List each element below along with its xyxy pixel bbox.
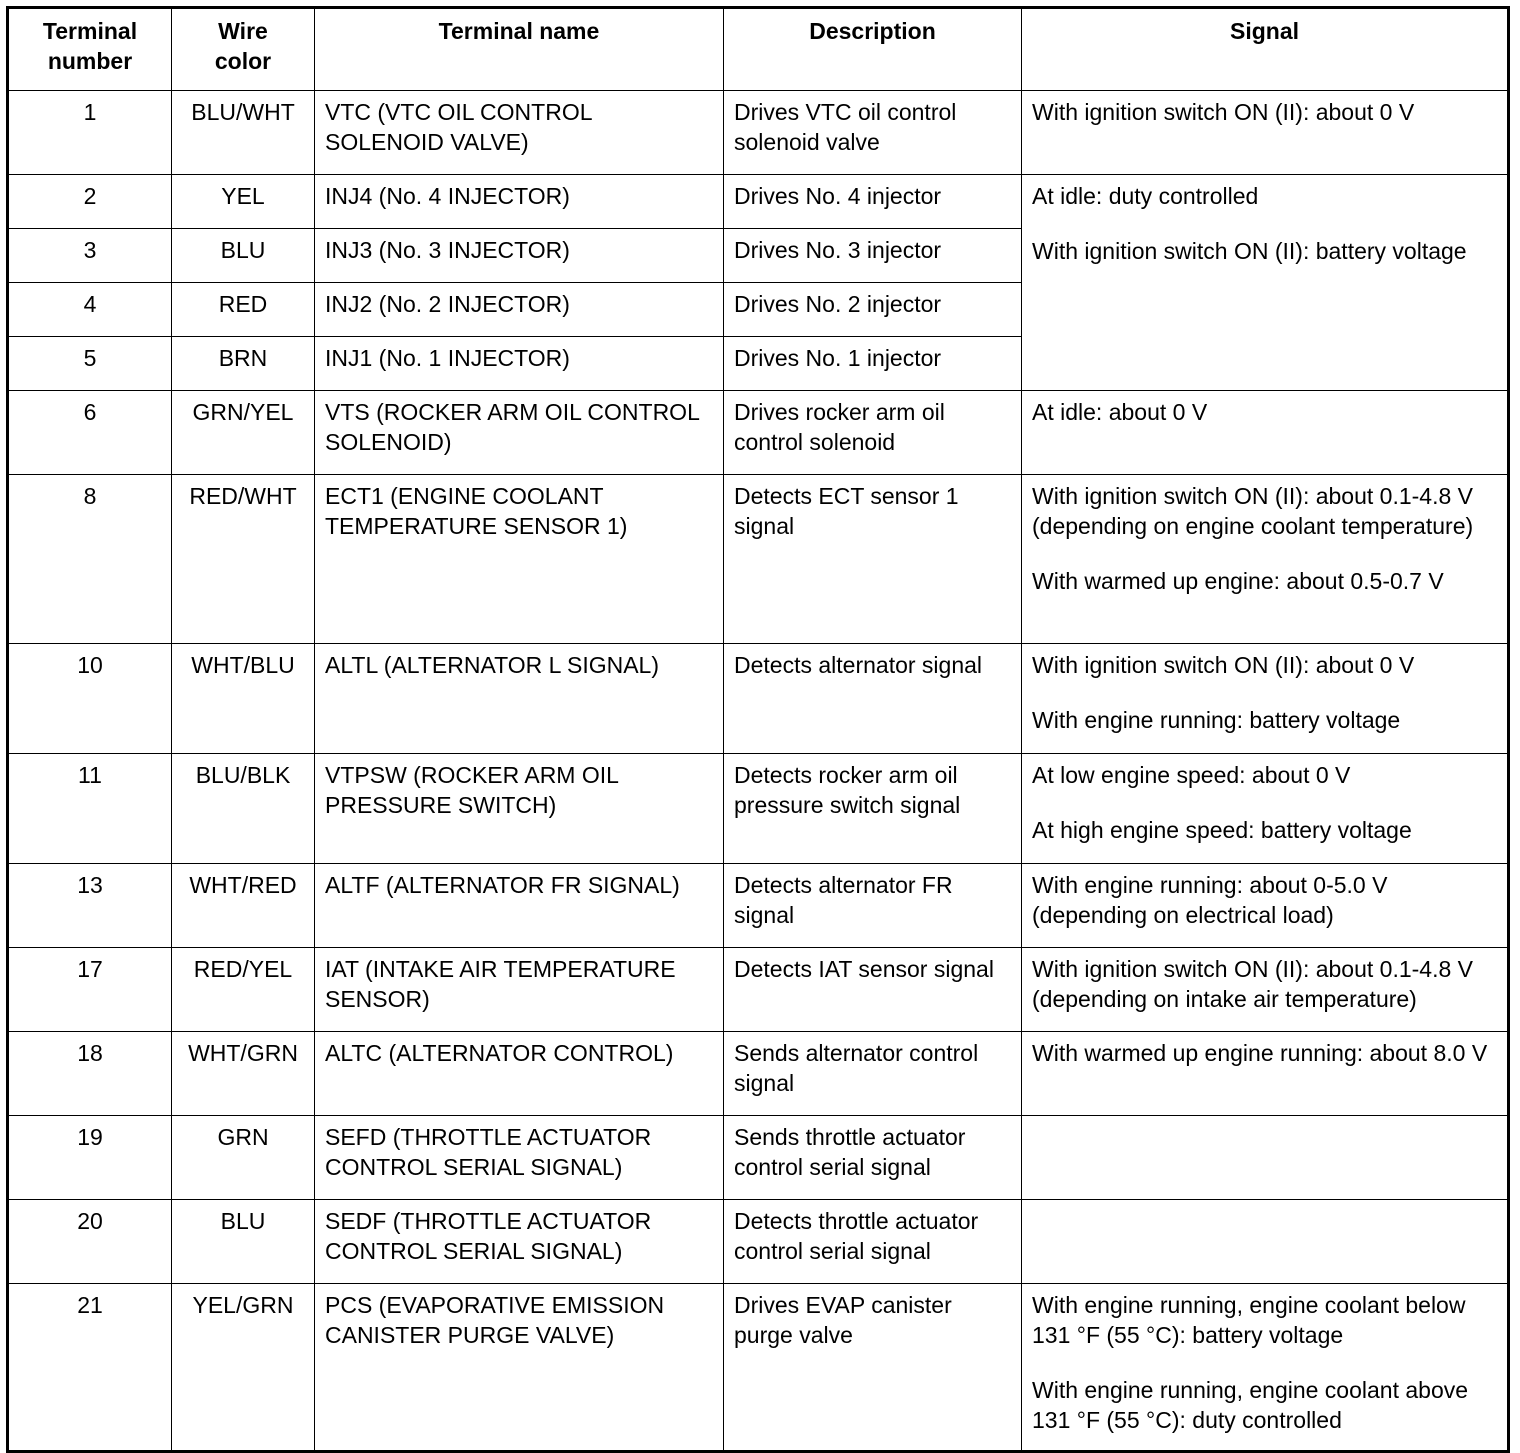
- description: Detects throttle actuator control serial signal: [724, 1200, 1022, 1284]
- signal: [1022, 391, 1509, 475]
- terminal-number: 4: [8, 283, 172, 337]
- terminal-number: 8: [8, 475, 172, 644]
- terminal-number: 5: [8, 337, 172, 391]
- terminal-name: VTC (VTC OIL CONTROL SOLENOID VALVE): [315, 91, 724, 175]
- table-row: [8, 1284, 1509, 1452]
- description: Detects rocker arm oil pressure switch signal: [724, 754, 1022, 864]
- table-row: [8, 1116, 1509, 1200]
- description: Detects IAT sensor signal: [724, 948, 1022, 1032]
- terminal-name: INJ3 (No. 3 INJECTOR): [315, 229, 724, 283]
- table-row: [8, 754, 1509, 864]
- signal: [1022, 948, 1509, 1032]
- signal-text: With ignition switch ON (II): about 0 V: [1032, 652, 1415, 678]
- terminal-name: INJ4 (No. 4 INJECTOR): [315, 175, 724, 229]
- terminal-number: 19: [8, 1116, 172, 1200]
- description: Sends alternator control signal: [724, 1032, 1022, 1116]
- wire-color: BLU/WHT: [172, 91, 315, 175]
- signal-text: With engine running: about 0-5.0 V (depending on electrical load): [1032, 872, 1388, 928]
- terminal-number: 10: [8, 644, 172, 754]
- description: Drives rocker arm oil control solenoid: [724, 391, 1022, 475]
- signal: [1022, 754, 1509, 864]
- table-row: [8, 475, 1509, 644]
- description: Drives No. 3 injector: [724, 229, 1022, 283]
- signal: [1022, 175, 1509, 391]
- wire-color: YEL: [172, 175, 315, 229]
- description: Drives VTC oil control solenoid valve: [724, 91, 1022, 175]
- wire-color: WHT/BLU: [172, 644, 315, 754]
- description: Drives No. 4 injector: [724, 175, 1022, 229]
- signal: [1022, 91, 1509, 175]
- description: Drives No. 2 injector: [724, 283, 1022, 337]
- signal-text: With warmed up engine: about 0.5-0.7 V: [1032, 568, 1444, 594]
- wire-color: GRN: [172, 1116, 315, 1200]
- wire-color: WHT/RED: [172, 864, 315, 948]
- table-row: [8, 91, 1509, 175]
- description: Detects alternator signal: [724, 644, 1022, 754]
- table-row: [8, 391, 1509, 475]
- header-terminal-name: Terminal name: [315, 8, 724, 91]
- signal: [1022, 1200, 1509, 1284]
- terminal-name: SEDF (THROTTLE ACTUATOR CONTROL SERIAL SIGNAL): [315, 1200, 724, 1284]
- terminal-number: 21: [8, 1284, 172, 1452]
- signal-text: At idle: duty controlled: [1032, 183, 1259, 209]
- signal-text: With ignition switch ON (II): about 0.1-4.8 V (depending on intake air temperature): [1032, 956, 1474, 1012]
- terminal-number: 1: [8, 91, 172, 175]
- signal-text: With warmed up engine running: about 8.0 V: [1032, 1040, 1488, 1066]
- signal-text: With engine running: battery voltage: [1032, 707, 1401, 733]
- table-row: [8, 1032, 1509, 1116]
- table-row: [8, 864, 1509, 948]
- terminal-name: ECT1 (ENGINE COOLANT TEMPERATURE SENSOR 1): [315, 475, 724, 644]
- signal-text: With ignition switch ON (II): about 0 V: [1032, 99, 1415, 125]
- terminal-name: INJ1 (No. 1 INJECTOR): [315, 337, 724, 391]
- table-row: [8, 1200, 1509, 1284]
- signal-text: At high engine speed: battery voltage: [1032, 817, 1412, 843]
- signal: [1022, 1284, 1509, 1452]
- wire-color: BLU: [172, 1200, 315, 1284]
- signal-text: With engine running, engine coolant below 131 °F (55 °C): battery voltage: [1032, 1292, 1466, 1348]
- signal: [1022, 475, 1509, 644]
- description: Sends throttle actuator control serial signal: [724, 1116, 1022, 1200]
- wire-color: GRN/YEL: [172, 391, 315, 475]
- terminal-name: PCS (EVAPORATIVE EMISSION CANISTER PURGE VALVE): [315, 1284, 724, 1452]
- wire-color: RED/YEL: [172, 948, 315, 1032]
- description: Detects ECT sensor 1 signal: [724, 475, 1022, 644]
- terminal-name: VTPSW (ROCKER ARM OIL PRESSURE SWITCH): [315, 754, 724, 864]
- wire-color: BLU/BLK: [172, 754, 315, 864]
- description: Drives No. 1 injector: [724, 337, 1022, 391]
- terminal-name: IAT (INTAKE AIR TEMPERATURE SENSOR): [315, 948, 724, 1032]
- terminal-table: [6, 6, 1510, 1453]
- header-signal: Signal: [1022, 8, 1509, 91]
- signal-text: At low engine speed: about 0 V: [1032, 762, 1351, 788]
- header-description: Description: [724, 8, 1022, 91]
- wire-color: RED: [172, 283, 315, 337]
- terminal-number: 18: [8, 1032, 172, 1116]
- terminal-name: ALTF (ALTERNATOR FR SIGNAL): [315, 864, 724, 948]
- terminal-number: 11: [8, 754, 172, 864]
- terminal-number: 6: [8, 391, 172, 475]
- description: Detects alternator FR signal: [724, 864, 1022, 948]
- signal: [1022, 644, 1509, 754]
- signal: [1022, 864, 1509, 948]
- wire-color: BRN: [172, 337, 315, 391]
- signal: [1022, 1116, 1509, 1200]
- terminal-number: 13: [8, 864, 172, 948]
- signal-text: With ignition switch ON (II): about 0.1-4.8 V (depending on engine coolant temperature): [1032, 483, 1474, 539]
- terminal-number: 3: [8, 229, 172, 283]
- terminal-name: VTS (ROCKER ARM OIL CONTROL SOLENOID): [315, 391, 724, 475]
- terminal-name: ALTC (ALTERNATOR CONTROL): [315, 1032, 724, 1116]
- terminal-name: SEFD (THROTTLE ACTUATOR CONTROL SERIAL SIGNAL): [315, 1116, 724, 1200]
- terminal-name: INJ2 (No. 2 INJECTOR): [315, 283, 724, 337]
- terminal-name: ALTL (ALTERNATOR L SIGNAL): [315, 644, 724, 754]
- header-terminal-number: Terminal number: [8, 8, 172, 91]
- terminal-number: 2: [8, 175, 172, 229]
- wire-color: BLU: [172, 229, 315, 283]
- table-header: [8, 8, 1509, 91]
- signal-text: With engine running, engine coolant above 131 °F (55 °C): duty controlled: [1032, 1377, 1469, 1433]
- header-wire-color: Wire color: [172, 8, 315, 91]
- wire-color: WHT/GRN: [172, 1032, 315, 1116]
- table-row: [8, 175, 1509, 229]
- signal: [1022, 1032, 1509, 1116]
- description: Drives EVAP canister purge valve: [724, 1284, 1022, 1452]
- terminal-number: 20: [8, 1200, 172, 1284]
- signal-text: At idle: about 0 V: [1032, 399, 1208, 425]
- table-row: [8, 644, 1509, 754]
- wire-color: YEL/GRN: [172, 1284, 315, 1452]
- table-row: [8, 948, 1509, 1032]
- terminal-number: 17: [8, 948, 172, 1032]
- signal-text: With ignition switch ON (II): battery voltage: [1032, 238, 1467, 264]
- wire-color: RED/WHT: [172, 475, 315, 644]
